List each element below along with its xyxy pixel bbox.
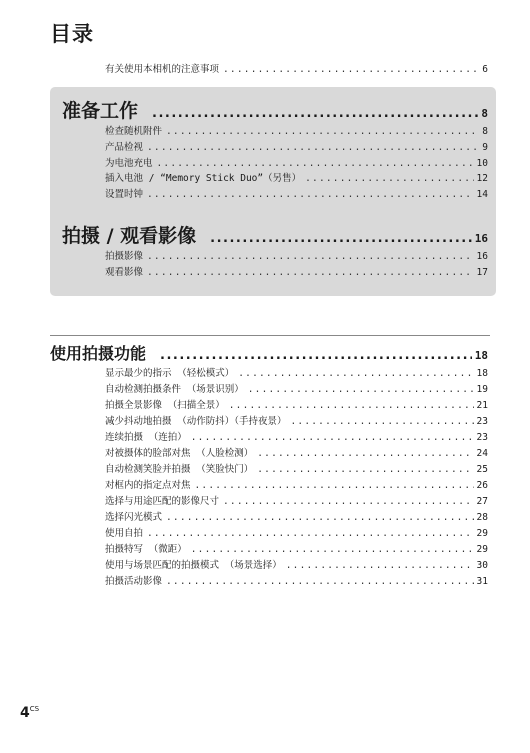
toc-entry[interactable]: [105, 61, 488, 75]
toc-entry[interactable]: [105, 123, 488, 137]
toc-entry-label: 检查随机附件: [105, 126, 163, 137]
toc-entry[interactable]: [105, 557, 488, 571]
dot-leader: [147, 189, 474, 200]
section-heading[interactable]: [62, 96, 488, 123]
toc-entry-label: 有关使用本相机的注意事项: [105, 64, 220, 75]
section-page: 16: [474, 232, 488, 245]
dot-leader: [152, 106, 478, 121]
toc-entry[interactable]: [105, 170, 488, 184]
toc-entry-label: 连续拍摄 （连拍）: [105, 432, 187, 443]
dot-leader: [191, 432, 474, 443]
toc-entry-page: 12: [476, 173, 488, 184]
section-title: 拍摄 / 观看影像: [62, 225, 197, 247]
toc-entry-page: 23: [476, 432, 488, 443]
dot-leader: [147, 267, 474, 278]
section-title: 准备工作: [62, 100, 139, 122]
section-page: 8: [481, 107, 488, 120]
dot-leader: [147, 251, 474, 262]
section-title: 使用拍摄功能: [50, 344, 147, 363]
toc-entry-page: 10: [476, 158, 488, 169]
dot-leader: [305, 173, 473, 184]
toc-entry-page: 27: [476, 496, 488, 507]
dot-leader: [286, 560, 474, 571]
toc-entry[interactable]: [105, 186, 488, 200]
dot-leader: [257, 448, 473, 459]
toc-entry-page: 6: [482, 64, 488, 75]
dot-leader: [147, 142, 479, 153]
dot-leader: [248, 384, 474, 395]
toc-entry-page: 30: [476, 560, 488, 571]
toc-entry[interactable]: [105, 248, 488, 262]
toc-entry[interactable]: [105, 509, 488, 523]
dot-leader: [223, 64, 479, 75]
toc-entry-label: 插入电池 / “Memory Stick Duo”（另售）: [105, 173, 302, 184]
toc-entry-page: 28: [476, 512, 488, 523]
toc-entry-page: 25: [476, 464, 488, 475]
dot-leader: [223, 496, 474, 507]
toc-entry-label: 使用自拍: [105, 528, 144, 539]
section-page: 18: [474, 349, 488, 362]
toc-entry[interactable]: [105, 381, 488, 395]
toc-entry-label: 对被摄体的脸部对焦 （人脸检测）: [105, 448, 254, 459]
toc-entry-label: 自动检测笑脸并拍摄 （笑脸快门）: [105, 464, 254, 475]
toc-entry[interactable]: [105, 397, 488, 411]
toc-entry[interactable]: [105, 493, 488, 507]
dot-leader: [257, 464, 473, 475]
toc-entry[interactable]: [105, 525, 488, 539]
dot-leader: [290, 416, 473, 427]
toc-entry-page: 24: [476, 448, 488, 459]
dot-leader: [210, 231, 472, 246]
toc-entry-page: 17: [476, 267, 488, 278]
toc-entry-page: 14: [476, 189, 488, 200]
toc-entry-label: 对框内的指定点对焦: [105, 480, 191, 491]
toc-entry-label: 拍摄活动影像: [105, 576, 163, 587]
dot-leader: [160, 348, 472, 363]
toc-entry-label: 使用与场景匹配的拍摄模式 （场景选择）: [105, 560, 282, 571]
toc-entry-label: 产品检视: [105, 142, 144, 153]
toc-entry-page: 31: [476, 576, 488, 587]
toc-entry[interactable]: [105, 429, 488, 443]
dot-leader: [191, 544, 474, 555]
toc-entry-label: 选择与用途匹配的影像尺寸: [105, 496, 220, 507]
toc-entry-label: 自动检测拍摄条件 （场景识别）: [105, 384, 244, 395]
toc-entry-label: 显示最少的指示 （轻松模式）: [105, 368, 235, 379]
toc-entry-label: 减少抖动地拍摄 （动作防抖）（手持夜景）: [105, 416, 287, 427]
toc-entry-label: 拍摄特写 （微距）: [105, 544, 187, 555]
toc-entry[interactable]: [105, 365, 488, 379]
toc-entry-page: 18: [476, 368, 488, 379]
toc-entry[interactable]: [105, 264, 488, 278]
dot-leader: [166, 126, 479, 137]
toc-entry-label: 拍摄影像: [105, 251, 144, 262]
toc-entry-page: 9: [482, 142, 488, 153]
toc-entry[interactable]: [105, 139, 488, 153]
toc-entry[interactable]: [105, 573, 488, 587]
toc-entry-page: 21: [476, 400, 488, 411]
toc-entry-page: 29: [476, 544, 488, 555]
toc-entry-label: 拍摄全景影像 （扫描全景）: [105, 400, 225, 411]
dot-leader: [147, 528, 474, 539]
dot-leader: [166, 512, 474, 523]
section-divider: [50, 335, 490, 336]
toc-entry-page: 19: [476, 384, 488, 395]
toc-entry[interactable]: [105, 155, 488, 169]
toc-entry[interactable]: [105, 541, 488, 555]
page-title: 目录: [50, 22, 94, 46]
page-number-value: 4: [20, 705, 30, 721]
toc-entry[interactable]: [105, 413, 488, 427]
toc-entry-label: 设置时钟: [105, 189, 144, 200]
toc-entry-page: 23: [476, 416, 488, 427]
language-suffix: CS: [29, 705, 40, 713]
dot-leader: [238, 368, 473, 379]
toc-entry[interactable]: [105, 461, 488, 475]
toc-entry-page: 29: [476, 528, 488, 539]
toc-entry-label: 观看影像: [105, 267, 144, 278]
toc-entry[interactable]: [105, 477, 488, 491]
section-heading[interactable]: [62, 221, 488, 248]
dot-leader: [229, 400, 474, 411]
toc-entry-label: 为电池充电: [105, 158, 153, 169]
dot-leader: [166, 576, 474, 587]
dot-leader: [195, 480, 474, 491]
page-number: [20, 705, 39, 721]
toc-entry-label: 选择闪光模式: [105, 512, 163, 523]
toc-entry[interactable]: [105, 445, 488, 459]
toc-entry-page: 26: [476, 480, 488, 491]
section-heading[interactable]: [50, 341, 488, 364]
toc-entry-page: 8: [482, 126, 488, 137]
dot-leader: [157, 158, 474, 169]
toc-entry-page: 16: [476, 251, 488, 262]
